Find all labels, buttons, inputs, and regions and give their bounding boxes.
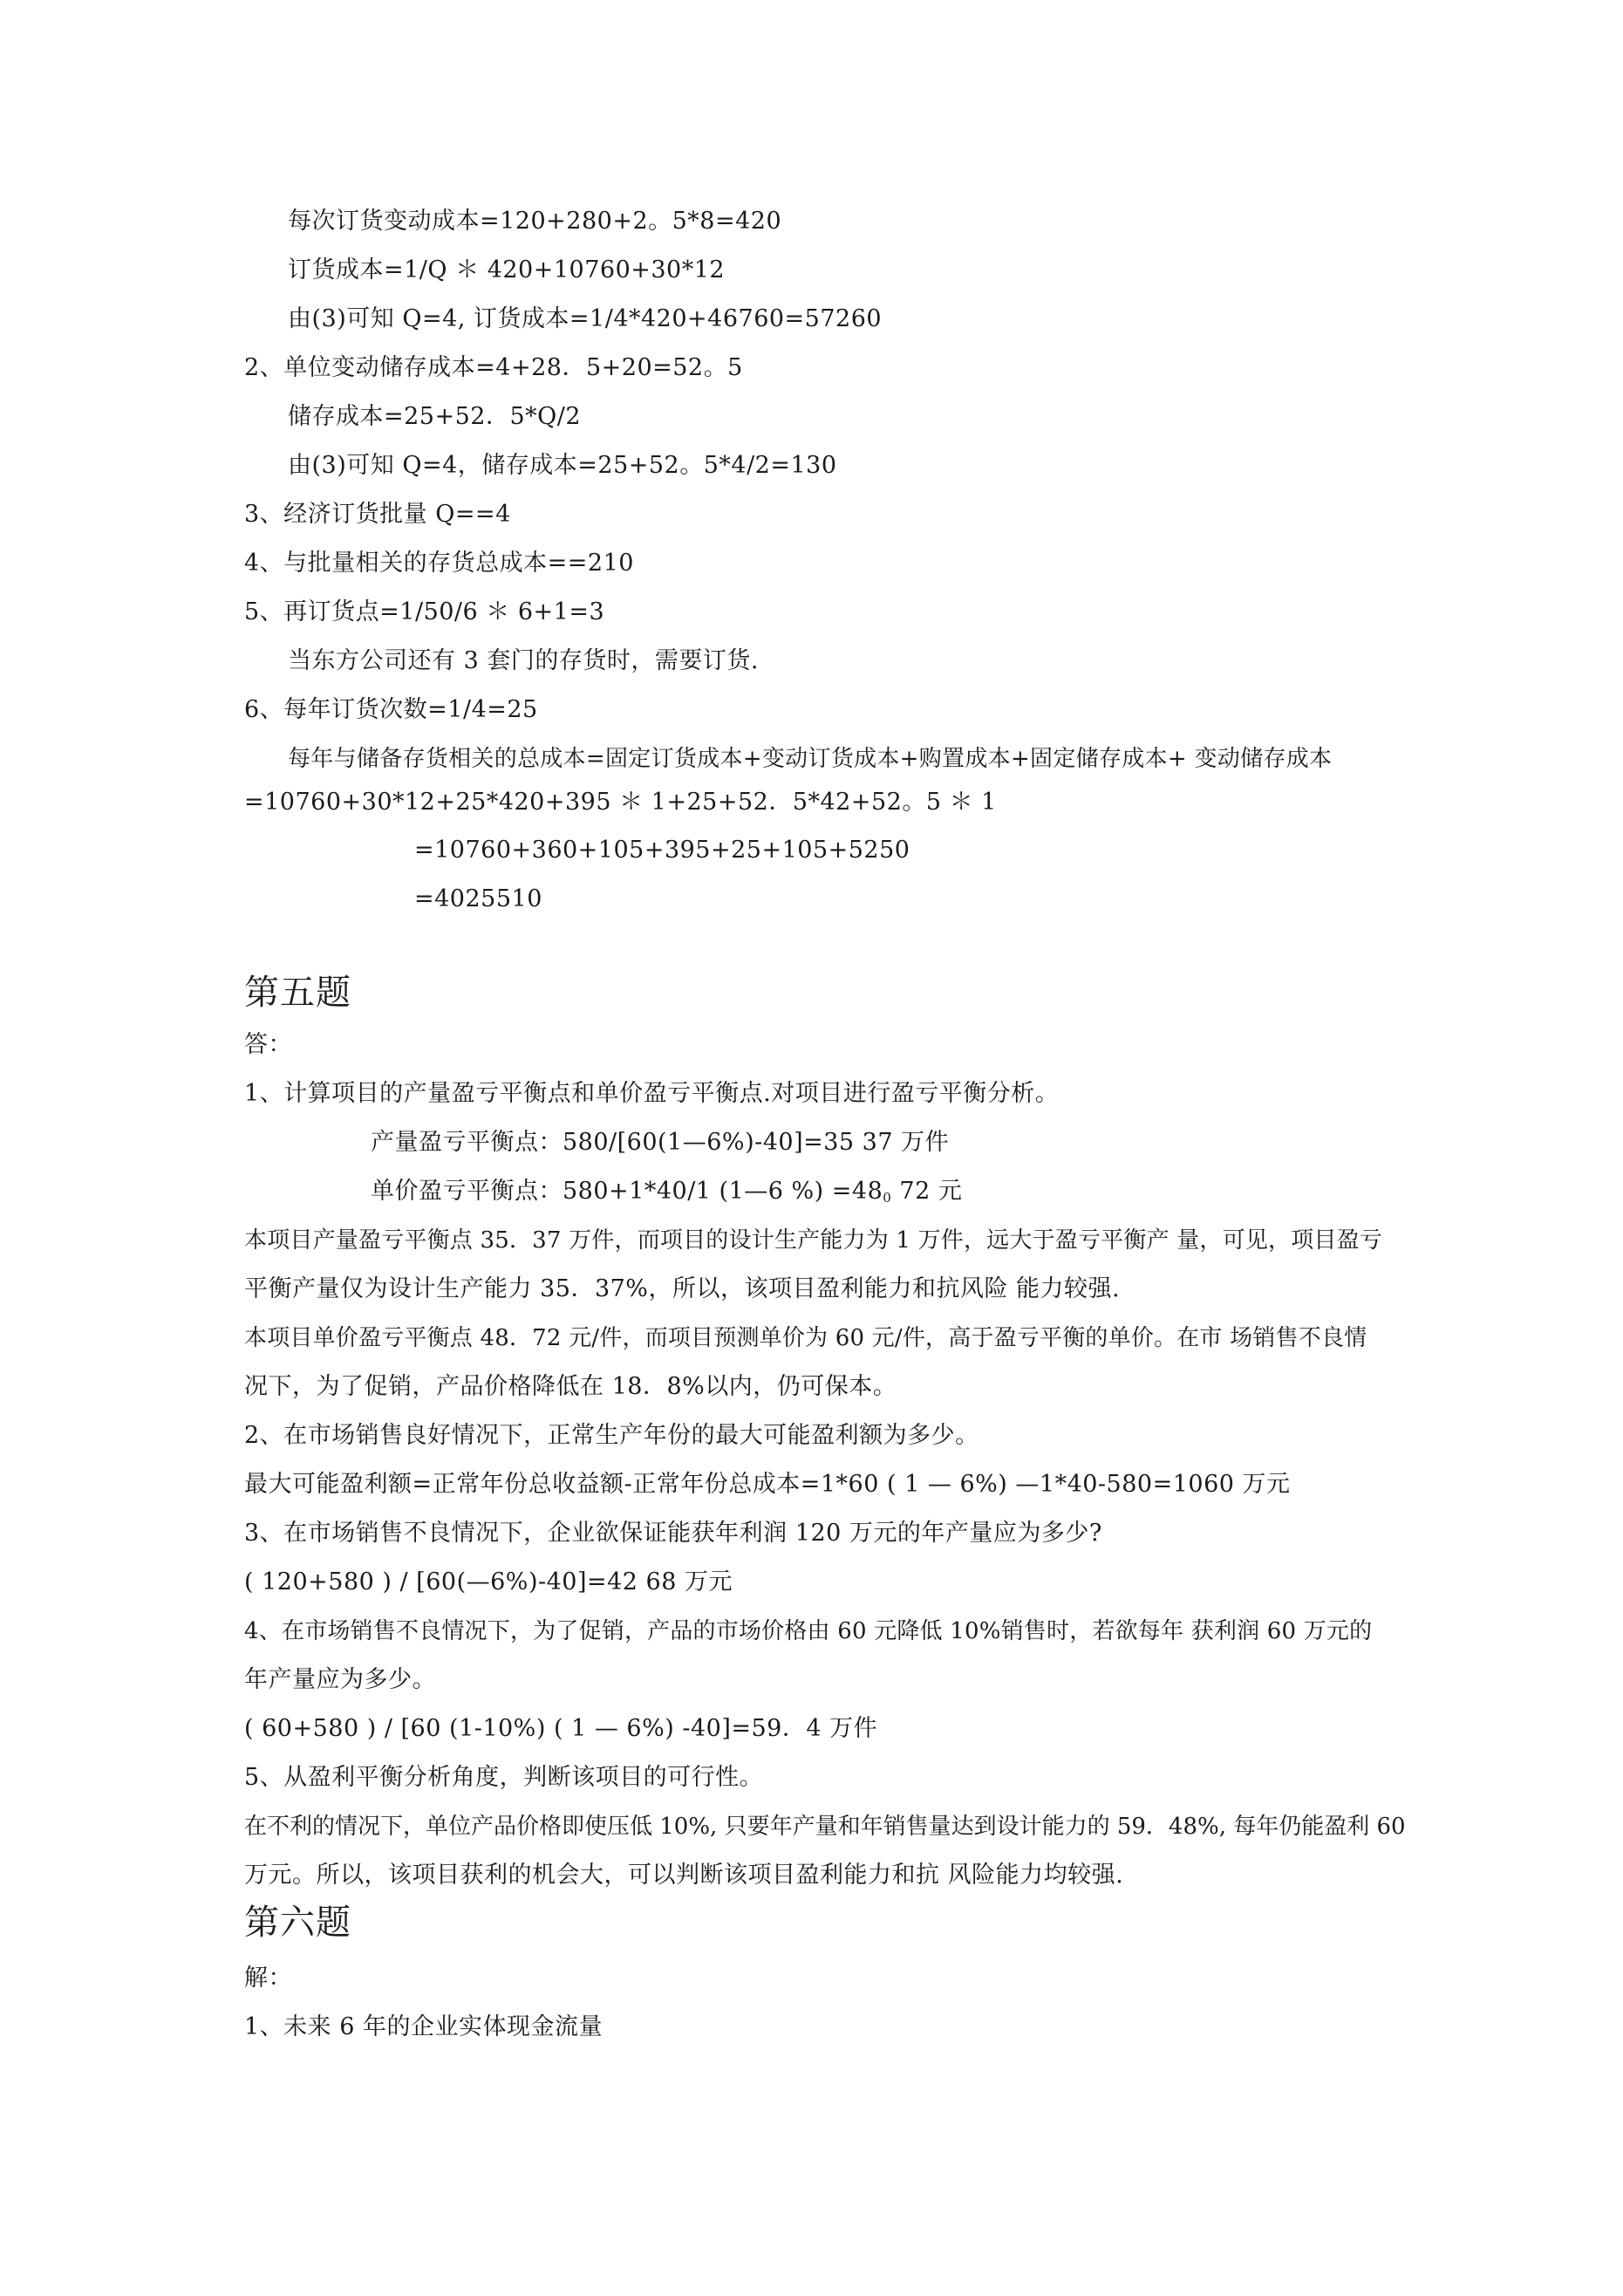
text-line: 2、在市场销售良好情况下，正常生产年份的最大可能盈利额为多少。: [244, 1422, 979, 1449]
text-subscript: 0: [883, 1190, 892, 1206]
text-line: 4、与批量相关的存货总成本==210: [244, 550, 634, 577]
text-line: =4025510: [414, 885, 542, 912]
text-line: 1、计算项目的产量盈亏平衡点和单价盈亏平衡点.对项目进行盈亏平衡分析。: [244, 1080, 1060, 1107]
text-line: 5、从盈利平衡分析角度，判断该项目的可行性。: [244, 1764, 764, 1791]
text-line: 储存成本=25+52．5*Q/2: [288, 403, 582, 430]
text-line: =10760+30*12+25*420+395 ＊ 1+25+52．5*42+52。5 ＊ 1: [244, 789, 997, 816]
section-heading: 第五题: [244, 973, 351, 1013]
text-line: 在不利的情况下，单位产品价格即使压低 10%, 只要年产量和年销售量达到设计能力的 59．48%, 每年仍能盈利 60: [244, 1814, 1406, 1840]
text-line: 每年与储备存货相关的总成本=固定订货成本+变动订货成本+购置成本+固定储存成本+ 变动储存成本: [288, 746, 1333, 772]
text-line: 3、在市场销售不良情况下，企业欲保证能获年利润 120 万元的年产量应为多少?: [244, 1520, 1102, 1547]
text-line: 本项目产量盈亏平衡点 35．37 万件，而项目的设计生产能力为 1 万件，远大于盈亏平衡产 量，可见，项目盈亏: [244, 1227, 1383, 1254]
text-line: 年产量应为多少。: [244, 1666, 436, 1693]
text-line: 每次订货变动成本=120+280+2。5*8=420: [288, 208, 782, 235]
text-line: 当东方公司还有 3 套门的存货时，需要订货.: [288, 647, 759, 674]
section-heading: 第六题: [244, 1903, 351, 1943]
text-line: ( 120+580 ) / [60(—6%)-40]=42 68 万元: [244, 1568, 733, 1596]
text-line: [371, 1174, 962, 1215]
text-line: 平衡产量仅为设计生产能力 35．37%，所以，该项目盈利能力和抗风险 能力较强.: [244, 1275, 1121, 1302]
text-fragment: 单价盈亏平衡点：580+1*40/1 (1—6 %) =48: [371, 1178, 883, 1205]
text-line: 订货成本=1/Q ＊ 420+10760+30*12: [288, 256, 726, 284]
text-fragment: 72 元: [891, 1178, 963, 1205]
text-line: 解：: [244, 1965, 292, 1992]
text-line: 6、每年订货次数=1/4=25: [244, 696, 538, 723]
text-line: 况下，为了促销，产品价格降低在 18．8%以内，仍可保本。: [244, 1373, 897, 1400]
text-line: 3、经济订货批量 Q==4: [244, 501, 511, 528]
text-line: ( 60+580 ) / [60 (1-10%) ( 1 — 6%) -40]=59．4 万件: [244, 1715, 878, 1742]
text-line: 1、未来 6 年的企业实体现金流量: [244, 2013, 604, 2040]
text-line: 2、单位变动储存成本=4+28．5+20=52。5: [244, 354, 743, 381]
text-line: 5、再订货点=1/50/6 ＊ 6+1=3: [244, 598, 605, 625]
text-line: 4、在市场销售不良情况下，为了促销，产品的市场价格由 60 元降低 10%销售时，若欲每年 获利润 60 万元的: [244, 1618, 1373, 1644]
text-line: 由(3)可知 Q=4, 订货成本=1/4*420+46760=57260: [288, 305, 883, 332]
text-line: 由(3)可知 Q=4，储存成本=25+52。5*4/2=130: [288, 452, 837, 479]
text-line: 产量盈亏平衡点：580/[60(1—6%)-40]=35 37 万件: [371, 1129, 950, 1156]
text-line: =10760+360+105+395+25+105+5250: [414, 837, 910, 864]
text-line: 最大可能盈利额=正常年份总收益额-正常年份总成本=1*60 ( 1 — 6%) —1*40-580=1060 万元: [244, 1471, 1291, 1498]
text-line: 本项目单价盈亏平衡点 48．72 元/件，而项目预测单价为 60 元/件，高于盈亏平衡的单价。在市 场销售不良情: [244, 1325, 1367, 1351]
text-line: 答：: [244, 1031, 292, 1058]
text-line: 万元。所以，该项目获利的机会大，可以判断该项目盈利能力和抗 风险能力均较强.: [244, 1862, 1124, 1889]
